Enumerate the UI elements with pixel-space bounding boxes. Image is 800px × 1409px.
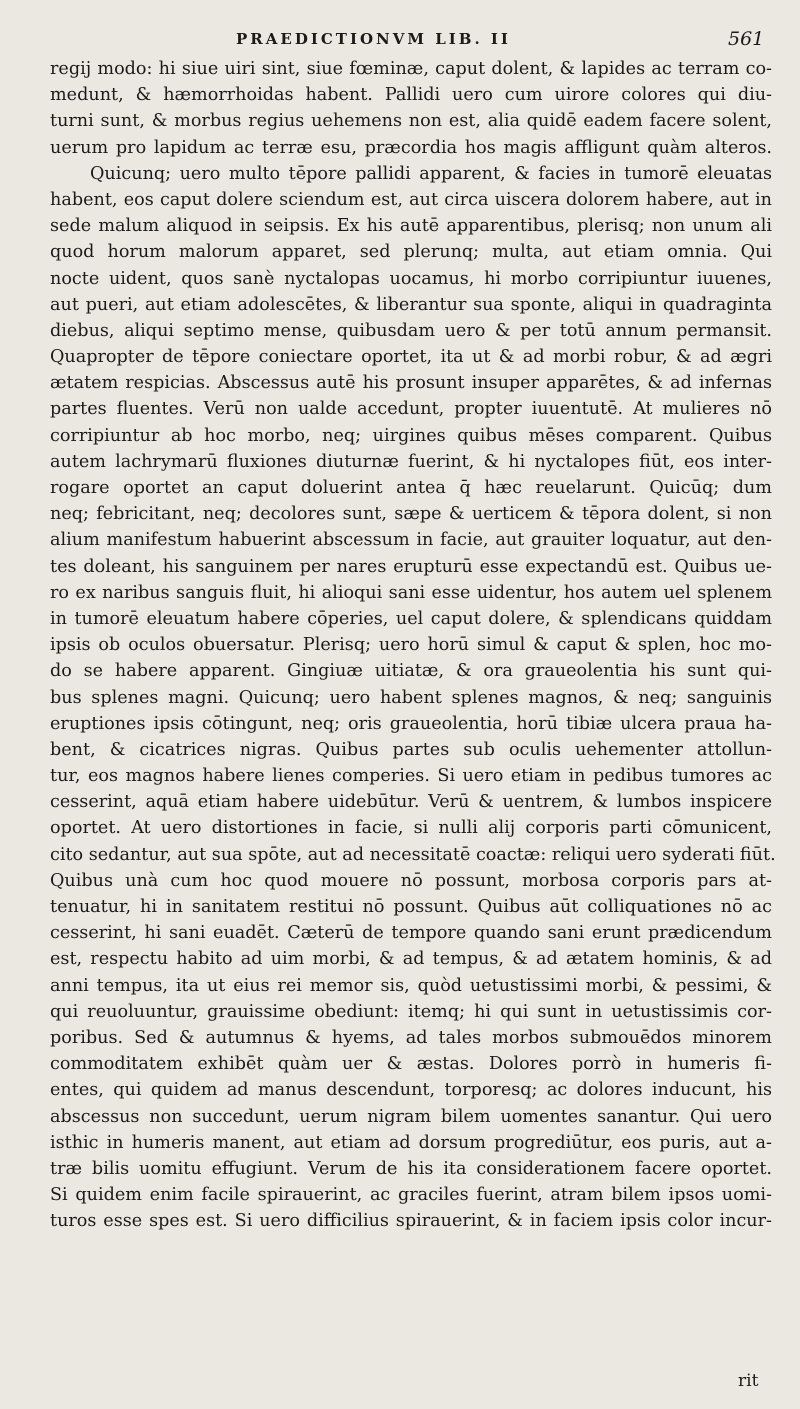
text-line: oportet. At uero distortiones in facie, si nulli alij corporis parti cōmunicent, xyxy=(50,818,772,839)
catchword: rit xyxy=(738,1371,759,1391)
text-line: isthic in humeris manent, aut etiam ad dorsum progrediūtur, eos puris, aut a- xyxy=(50,1132,772,1153)
text-line: bent, & cicatrices nigras. Quibus partes sub oculis uehementer attollun- xyxy=(50,739,772,760)
text-line: turos esse spes est. Si uero difficilius spirauerint, & in faciem ipsis color incur- xyxy=(50,1211,772,1232)
text-line: eruptiones ipsis cōtingunt, neq; oris graueolentia, horū tibiæ ulcera praua ha- xyxy=(50,713,772,734)
text-line: bus splenes magni. Quicunq; uero habent splenes magnos, & neq; sanguinis xyxy=(50,687,772,708)
text-line: Si quidem enim facile spirauerint, ac graciles fuerint, atram bilem ipsos uomi- xyxy=(50,1185,772,1206)
text-line: træ bilis uomitu effugiunt. Verum de his ita considerationem facere oportet. xyxy=(50,1158,772,1179)
text-line: sede malum aliquod in seipsis. Ex his autē apparentibus, plerisq; non unum ali xyxy=(50,216,772,237)
text-line: alium manifestum habuerint abscessum in facie, aut grauiter loquatur, aut den- xyxy=(50,530,772,551)
text-line: regij modo: hi siue uiri sint, siue fœminæ, caput dolent, & lapides ac terram co- xyxy=(50,59,772,79)
text-line: Quibus unà cum hoc quod mouere nō possunt, morbosa corporis pars at- xyxy=(50,870,772,891)
text-line: entes, qui quidem ad manus descendunt, torporesq; ac dolores inducunt, his xyxy=(50,1080,772,1101)
text-line: Quicunq; uero multo tēpore pallidi apparent, & facies in tumorē eleuatas xyxy=(90,163,772,184)
body-text xyxy=(50,56,776,1234)
text-line: ætatem respicias. Abscessus autē his prosunt insuper apparētes, & ad infernas xyxy=(50,373,772,394)
text-line: ipsis ob oculos obuersatur. Plerisq; uero horū simul & caput & splen, hoc mo- xyxy=(50,635,772,656)
text-line: uerum pro lapidum ac terræ esu, præcordia hos magis affligunt quàm alteros. xyxy=(50,137,772,158)
text-line: diebus, aliqui septimo mense, quibusdam uero & per totū annum permansit. xyxy=(50,320,772,341)
text-line: est, respectu habito ad uim morbi, & ad tempus, & ad ætatem hominis, & ad xyxy=(50,949,772,970)
text-line: habent, eos caput dolere sciendum est, aut circa uiscera dolorem habere, aut in xyxy=(50,189,772,210)
text-line: autem lachrymarū fluxiones diuturnæ fuerint, & hi nyctalopes fiūt, eos inter- xyxy=(50,451,772,472)
text-line: tes doleant, his sanguinem per nares erupturū esse expectandū est. Quibus ue- xyxy=(50,556,772,577)
text-line: Quapropter de tēpore coniectare oportet, ita ut & ad morbi robur, & ad ægri xyxy=(50,347,772,368)
text-line: turni sunt, & morbus regius uehemens non est, alia quidē eadem facere solent, xyxy=(50,111,772,132)
text-line: anni tempus, ita ut eius rei memor sis, quòd uetustissimi morbi, & pessimi, & xyxy=(50,975,772,996)
page-header xyxy=(0,28,800,54)
text-line: do se habere apparent. Gingiuæ uitiatæ, & ora graueolentia his sunt qui- xyxy=(50,661,772,682)
text-line: qui reuoluuntur, grauissime obediunt: itemq; hi qui sunt in uetustissimis cor- xyxy=(50,1001,772,1022)
text-line: corripiuntur ab hoc morbo, neq; uirgines quibus mēses comparent. Quibus xyxy=(50,425,772,446)
running-head: PRAEDICTIONVM LIB. II xyxy=(236,30,511,48)
text-line: cito sedantur, aut sua spōte, aut ad necessitatē coactæ: reliqui uero syderati fiūt. xyxy=(50,844,776,865)
text-line: cesserint, aquā etiam habere uidebūtur. Verū & uentrem, & lumbos inspicere xyxy=(50,792,772,813)
text-line: rogare oportet an caput doluerint antea q̄ hæc reuelarunt. Quicūq; dum xyxy=(50,478,772,498)
text-line: commoditatem exhibēt quàm uer & æstas. Dolores porrò in humeris fi- xyxy=(50,1054,772,1075)
text-line: neq; febricitant, neq; decolores sunt, sæpe & uerticem & tēpora dolent, si non xyxy=(50,504,772,525)
text-line: cesserint, hi sani euadēt. Cæterū de tempore quando sani erunt prædicendum xyxy=(50,923,772,944)
text-line: tur, eos magnos habere lienes comperies. Si uero etiam in pedibus tumores ac xyxy=(50,766,772,787)
text-line: tenuatur, hi in sanitatem restitui nō possunt. Quibus aūt colliquationes nō ac xyxy=(50,897,772,917)
text-line: ro ex naribus sanguis fluit, hi alioqui sani esse uidentur, hos autem uel splenem xyxy=(50,582,772,603)
text-line: partes fluentes. Verū non ualde accedunt, propter iuuentutē. At mulieres nō xyxy=(50,399,772,420)
page-number: 561 xyxy=(728,28,765,50)
text-line: medunt, & hæmorrhoidas habent. Pallidi uero cum uirore colores qui diu- xyxy=(50,85,772,106)
text-line: in tumorē eleuatum habere cōperies, uel caput dolere, & splendicans quiddam xyxy=(50,608,772,629)
text-line: abscessus non succedunt, uerum nigram bilem uomentes sanantur. Qui uero xyxy=(50,1106,772,1127)
text-line: poribus. Sed & autumnus & hyems, ad tales morbos submouēdos minorem xyxy=(50,1027,772,1048)
text-line: aut pueri, aut etiam adolescētes, & liberantur sua sponte, aliqui in quadraginta xyxy=(50,294,772,315)
text-line: quod horum malorum apparet, sed plerunq; multa, aut etiam omnia. Qui xyxy=(50,242,772,263)
text-line: nocte uident, quos sanè nyctalopas uocamus, hi morbo corripiuntur iuuenes, xyxy=(50,268,772,289)
